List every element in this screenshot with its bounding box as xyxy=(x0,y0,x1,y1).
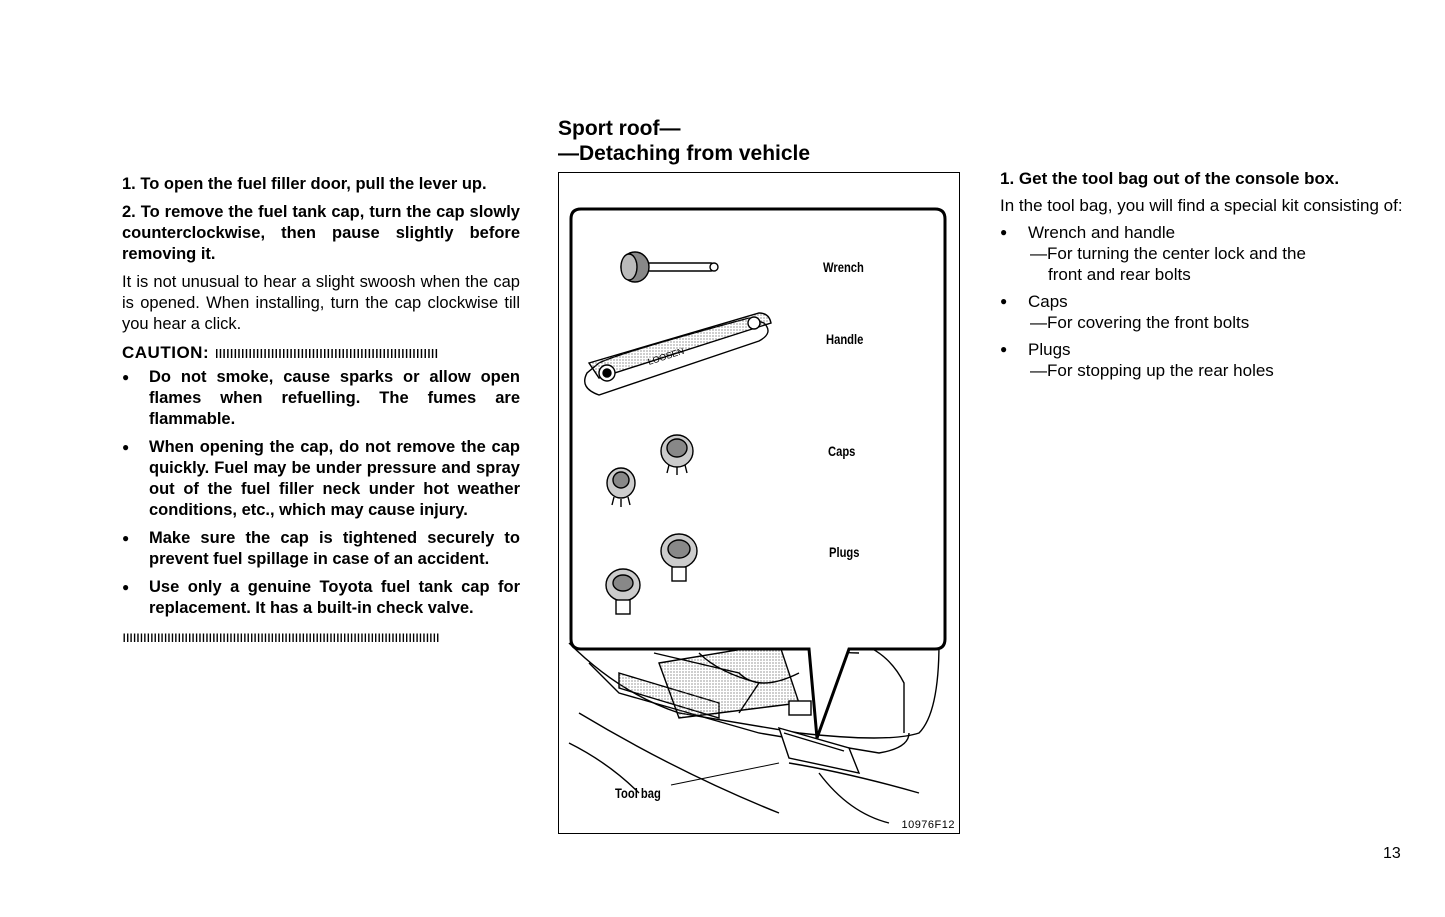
label-handle: Handle xyxy=(826,331,864,347)
item-name: ● Plugs xyxy=(1028,340,1071,359)
label-plugs: Plugs xyxy=(829,544,860,560)
page-number: 13 xyxy=(1383,845,1401,862)
step-1-fuel-door: 1. To open the fuel filler door, pull the lever up. xyxy=(122,175,487,193)
label-caps: Caps xyxy=(828,443,856,459)
item-description: —For covering the front bolts xyxy=(1030,313,1250,332)
caution-item: ● Do not smoke, cause sparks or allow open flames when refuelling. The fumes are flammable. xyxy=(122,367,520,430)
section-title-line-1: Sport roof— xyxy=(558,117,681,140)
figure-id: 10976F12 xyxy=(901,819,955,831)
step-1-tool-bag: 1. Get the tool bag out of the console box. xyxy=(1000,169,1340,188)
tool-kit-item xyxy=(1000,339,1405,381)
item-name: ● Caps xyxy=(1028,292,1068,311)
caution-item: ● Make sure the cap is tightened securely to prevent fuel spillage in case of an accident. xyxy=(122,528,520,570)
label-wrench: Wrench xyxy=(823,259,864,275)
caution-list xyxy=(122,367,520,619)
left-column xyxy=(122,174,520,648)
caution-rule: ıııııııııııııııııııııııııııııııııııııııııııııııııııııııııııı xyxy=(214,343,438,362)
right-column xyxy=(1000,168,1405,387)
label-tool-bag: Tool bag xyxy=(615,785,661,801)
section-heading xyxy=(558,116,810,166)
tool-bag-leader xyxy=(671,763,779,785)
item-description: —For stopping up the rear holes xyxy=(1030,361,1274,380)
caution-end-rule: ıııııııııııııııııııııııııııııııııııııııııııııııııııııııııııııııııııııııııııııııııııııııııııı xyxy=(122,629,439,646)
illustration-drawing xyxy=(559,173,959,833)
tool-kit-item xyxy=(1000,222,1405,285)
caution-heading xyxy=(122,342,520,363)
item-name: ● Wrench and handle xyxy=(1028,223,1176,242)
cap-note: It is not unusual to hear a slight swoosh when the cap is opened. When installing, turn the cap clockwise till you hear a click. xyxy=(122,273,520,333)
tool-bag-intro: In the tool bag, you will find a special kit consisting of: xyxy=(1000,196,1403,215)
caution-item: ● Use only a genuine Toyota fuel tank cap for replacement. It has a built-in check valve. xyxy=(122,577,520,619)
caution-item: ● When opening the cap, do not remove the cap quickly. Fuel may be under pressure and spray out of the fuel filler neck under hot weather conditions, etc., which may cause injury. xyxy=(122,437,520,521)
section-title-line-2: —Detaching from vehicle xyxy=(558,142,811,165)
item-description-cont: front and rear bolts xyxy=(1048,265,1191,284)
handle-imprint: LOOSEN xyxy=(646,345,686,367)
caution-label: CAUTION: xyxy=(122,343,210,362)
step-2-fuel-cap: 2. To remove the fuel tank cap, turn the cap slowly counterclockwise, then pause slightly before removing it. xyxy=(122,203,520,263)
tool-kit-illustration xyxy=(558,172,960,834)
tool-kit-list xyxy=(1000,222,1405,381)
tool-kit-item xyxy=(1000,291,1405,333)
item-description: —For turning the center lock and the xyxy=(1030,244,1306,263)
